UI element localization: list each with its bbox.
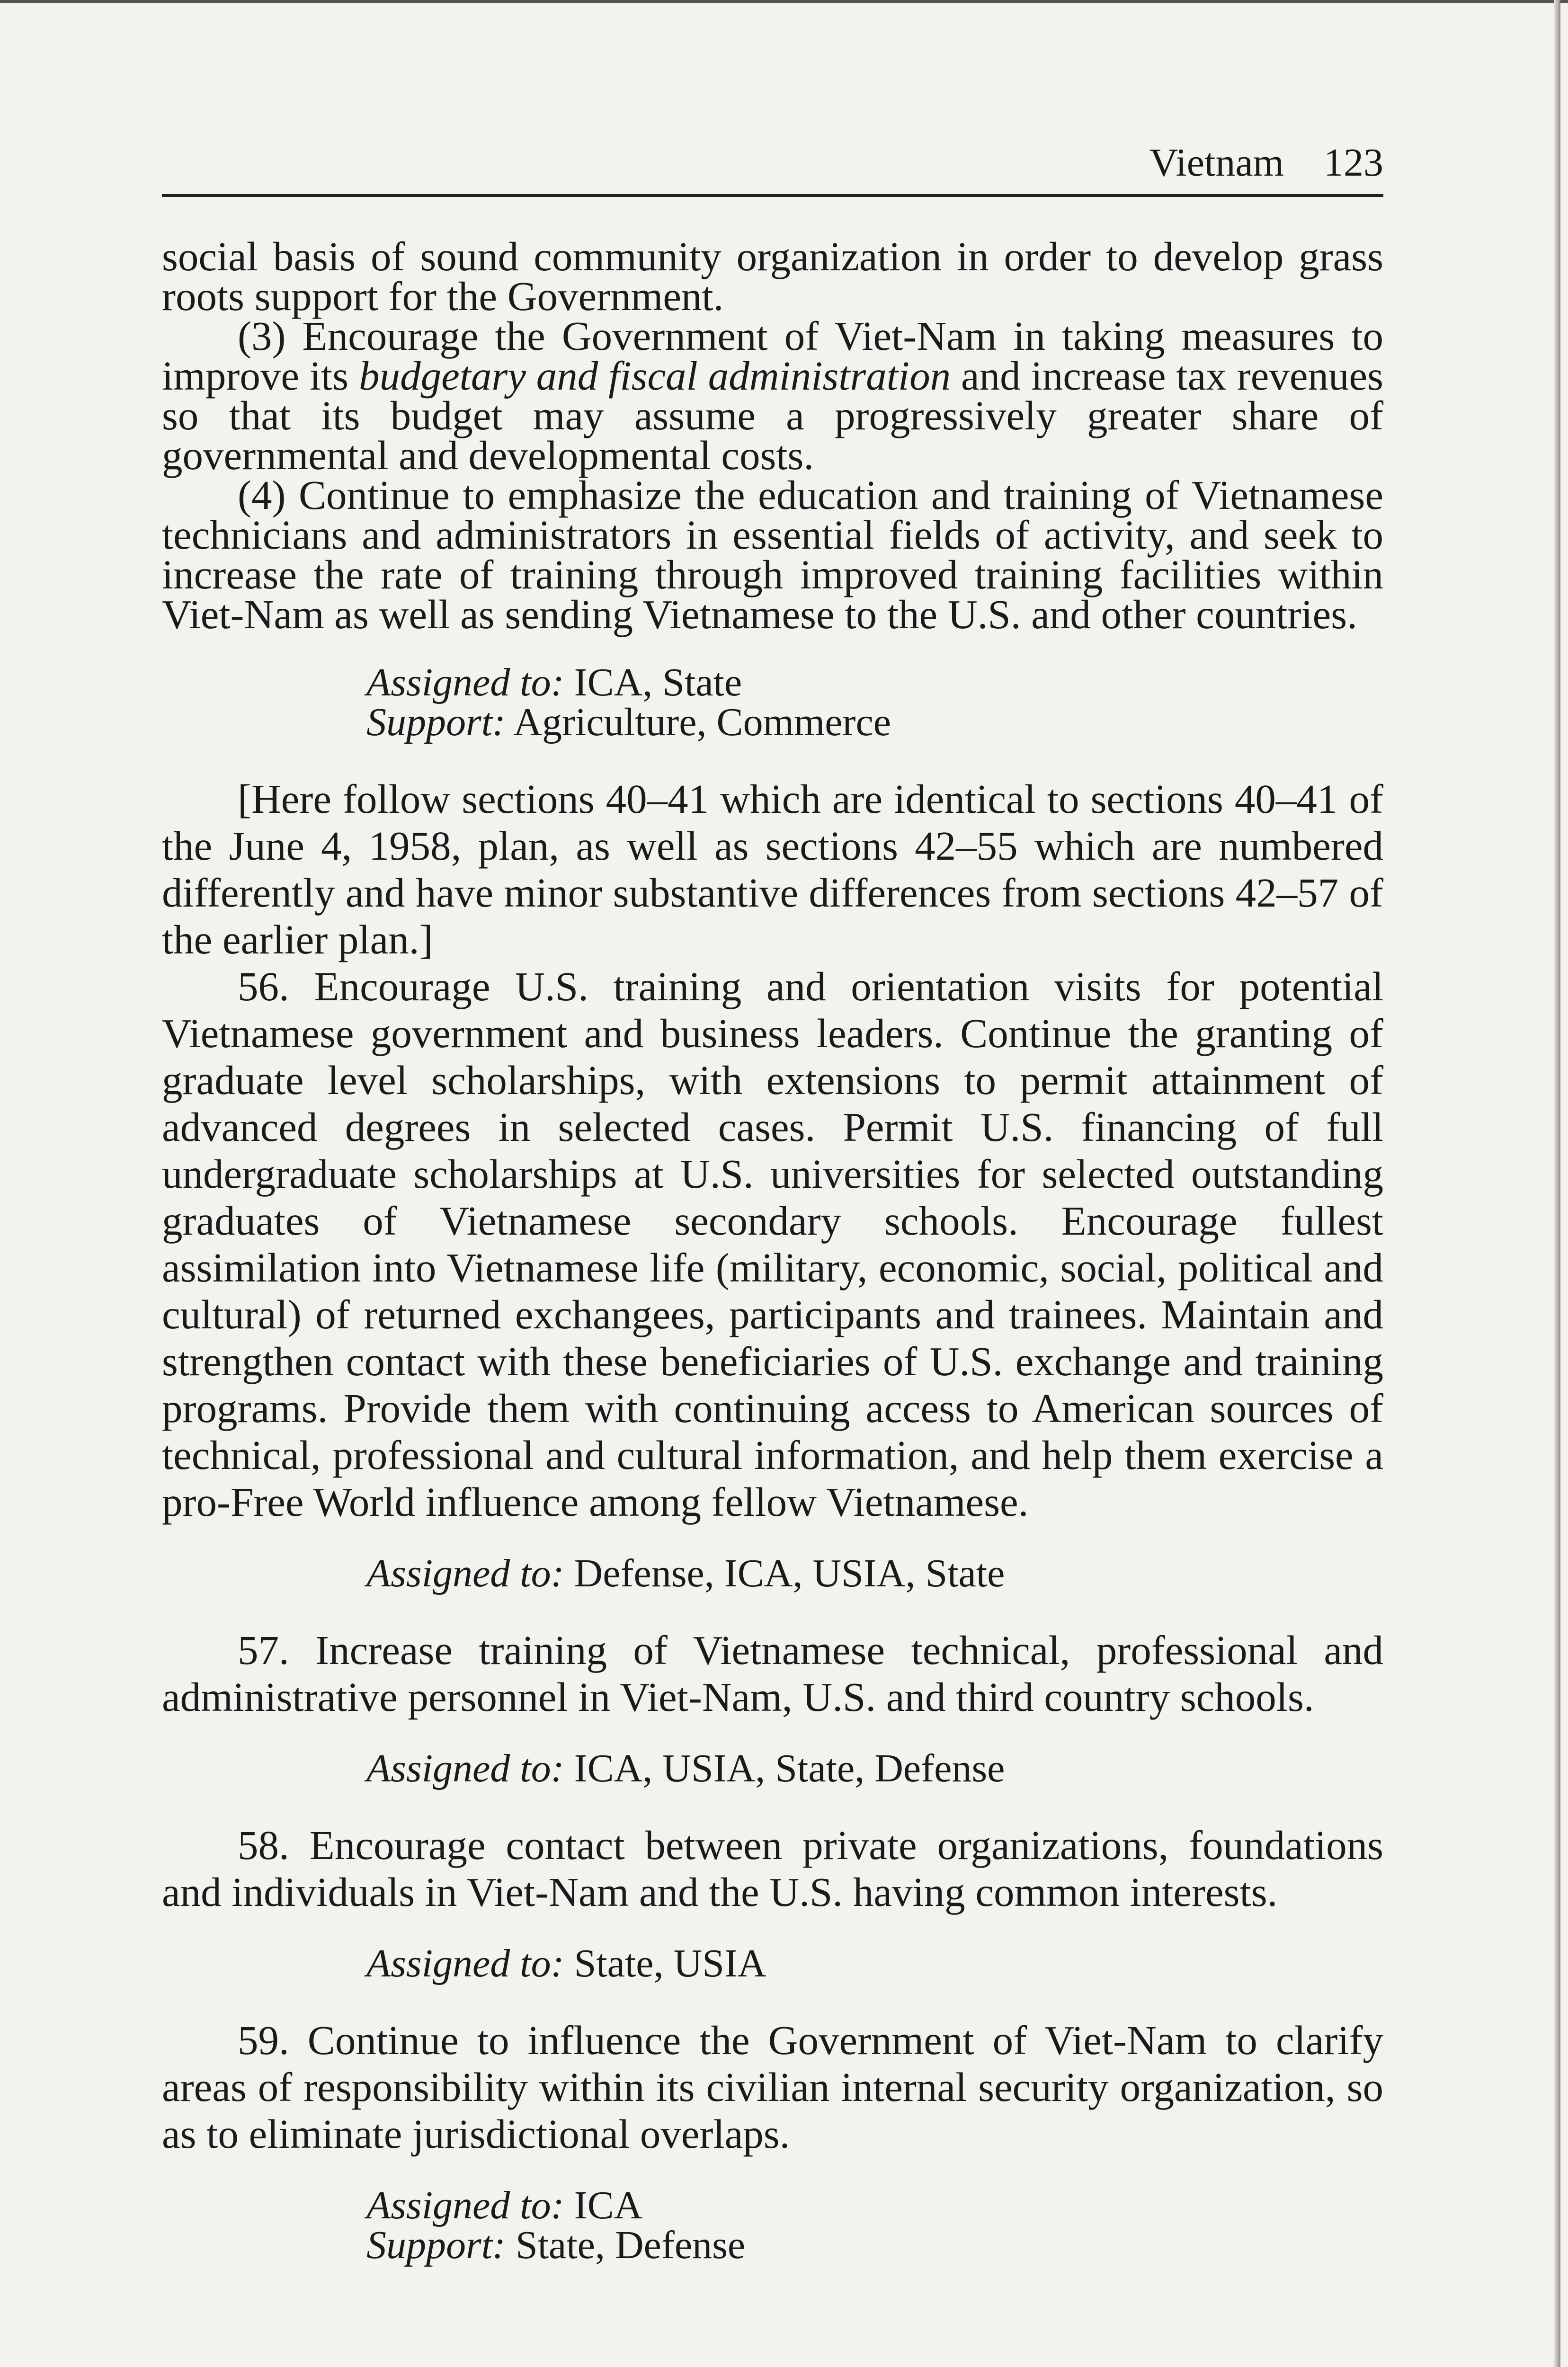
assigned-line [366, 660, 1383, 704]
paragraph-3 [162, 313, 1383, 478]
assignment-block-1 [366, 660, 1383, 744]
assigned-line [366, 1551, 1383, 1595]
continued-paragraph: social basis of sound community organization in order to develop grass roots support for the Government. [162, 233, 1383, 319]
spacer [162, 1789, 1383, 1822]
support-value: Agriculture, Commerce [506, 700, 891, 744]
spacer [162, 1720, 1383, 1749]
assigned-value: State, USIA [564, 1941, 766, 1985]
support-line [366, 700, 1383, 744]
assigned-value: ICA, State [564, 660, 742, 704]
paragraph-3-lead: (3) Encourage the Government of Viet-Nam in taking measures to improve its [162, 313, 1383, 399]
section-59: 59. Continue to influence the Government of Viet-Nam to clarify areas of responsibility within its civilian internal security organization, so as to eliminate jurisdictional overlaps. [162, 2017, 1383, 2157]
assignment-block-57 [366, 1746, 1383, 1790]
assignment-block-58 [366, 1941, 1383, 1985]
spacer [162, 1593, 1383, 1627]
section-56: 56. Encourage U.S. training and orientation visits for potential Vietnamese government and business leaders. Continue the granting of graduate level scholarships, with extensions to permit attainment of advanced degrees in selected cases. Permit U.S. financing of full undergraduate scholarships at U.S. universities for selected outstanding graduates of Vietnamese secondary schools. Encourage fullest assimilation into Vietnamese life (military, economic, social, political and cultural) of returned exchangees, participants and trainees. Maintain and strengthen contact with these beneficiaries of U.S. exchange and training programs. Provide them with continuing access to American sources of technical, professional and cultural information, and help them exercise a pro-Free World influence among fellow Vietnamese. [162, 963, 1383, 1525]
support-line [366, 2225, 1383, 2265]
spacer [162, 2157, 1383, 2186]
assigned-label: Assigned to: [366, 1746, 564, 1790]
assigned-line [366, 1746, 1383, 1790]
spacer [162, 1525, 1383, 1554]
assigned-value: ICA [564, 2183, 643, 2227]
assigned-label: Assigned to: [366, 1941, 564, 1985]
assigned-label: Assigned to: [366, 1551, 564, 1595]
paragraph-4: (4) Continue to emphasize the education and training of Vietnamese technicians and administrators in essential fields of activity, and seek to increase the rate of training through improved training facilities within Viet-Nam as well as sending Vietnamese to the U.S. and other countries. [162, 472, 1383, 637]
assignment-block-56 [366, 1551, 1383, 1595]
support-label: Support: [366, 700, 506, 744]
running-header [162, 137, 1383, 197]
page-number: 123 [1324, 141, 1383, 185]
page-top-border [0, 0, 1568, 3]
editorial-note: [Here follow sections 40–41 which are identical to sections 40–41 of the June 4, 1958, plan, as well as sections 42–55 which are numbered differently and have minor substantive differences from sections 42–57 of the earlier plan.] [162, 776, 1383, 962]
paragraph-3-italic: budgetary and fiscal administration [359, 353, 951, 399]
running-header-title: Vietnam [1149, 141, 1284, 185]
assigned-line [366, 2183, 1383, 2227]
page-binding-edge [1554, 0, 1560, 2367]
spacer [162, 634, 1383, 663]
section-57: 57. Increase training of Vietnamese technical, professional and administrative personnel in Viet-Nam, U.S. and third country schools. [162, 1627, 1383, 1720]
spacer [162, 742, 1383, 775]
assigned-value: ICA, USIA, State, Defense [564, 1746, 1005, 1790]
section-58: 58. Encourage contact between private organizations, foundations and individuals in Viet-Nam and the U.S. having common interests. [162, 1822, 1383, 1915]
assigned-label: Assigned to: [366, 2183, 564, 2227]
assigned-line [366, 1941, 1383, 1985]
page-body [162, 233, 1383, 2267]
assigned-value: Defense, ICA, USIA, State [564, 1551, 1005, 1595]
assignment-block-59 [366, 2183, 1383, 2267]
paragraph-3-rest: and increase tax revenues so that its budget may assume a progressively greater share of governmental and developmental costs. [162, 353, 1383, 478]
spacer [162, 1915, 1383, 1944]
assigned-label: Assigned to: [366, 660, 564, 704]
support-value: State, Defense [506, 2223, 746, 2267]
support-label: Support: [366, 2223, 506, 2267]
spacer [162, 1984, 1383, 2017]
